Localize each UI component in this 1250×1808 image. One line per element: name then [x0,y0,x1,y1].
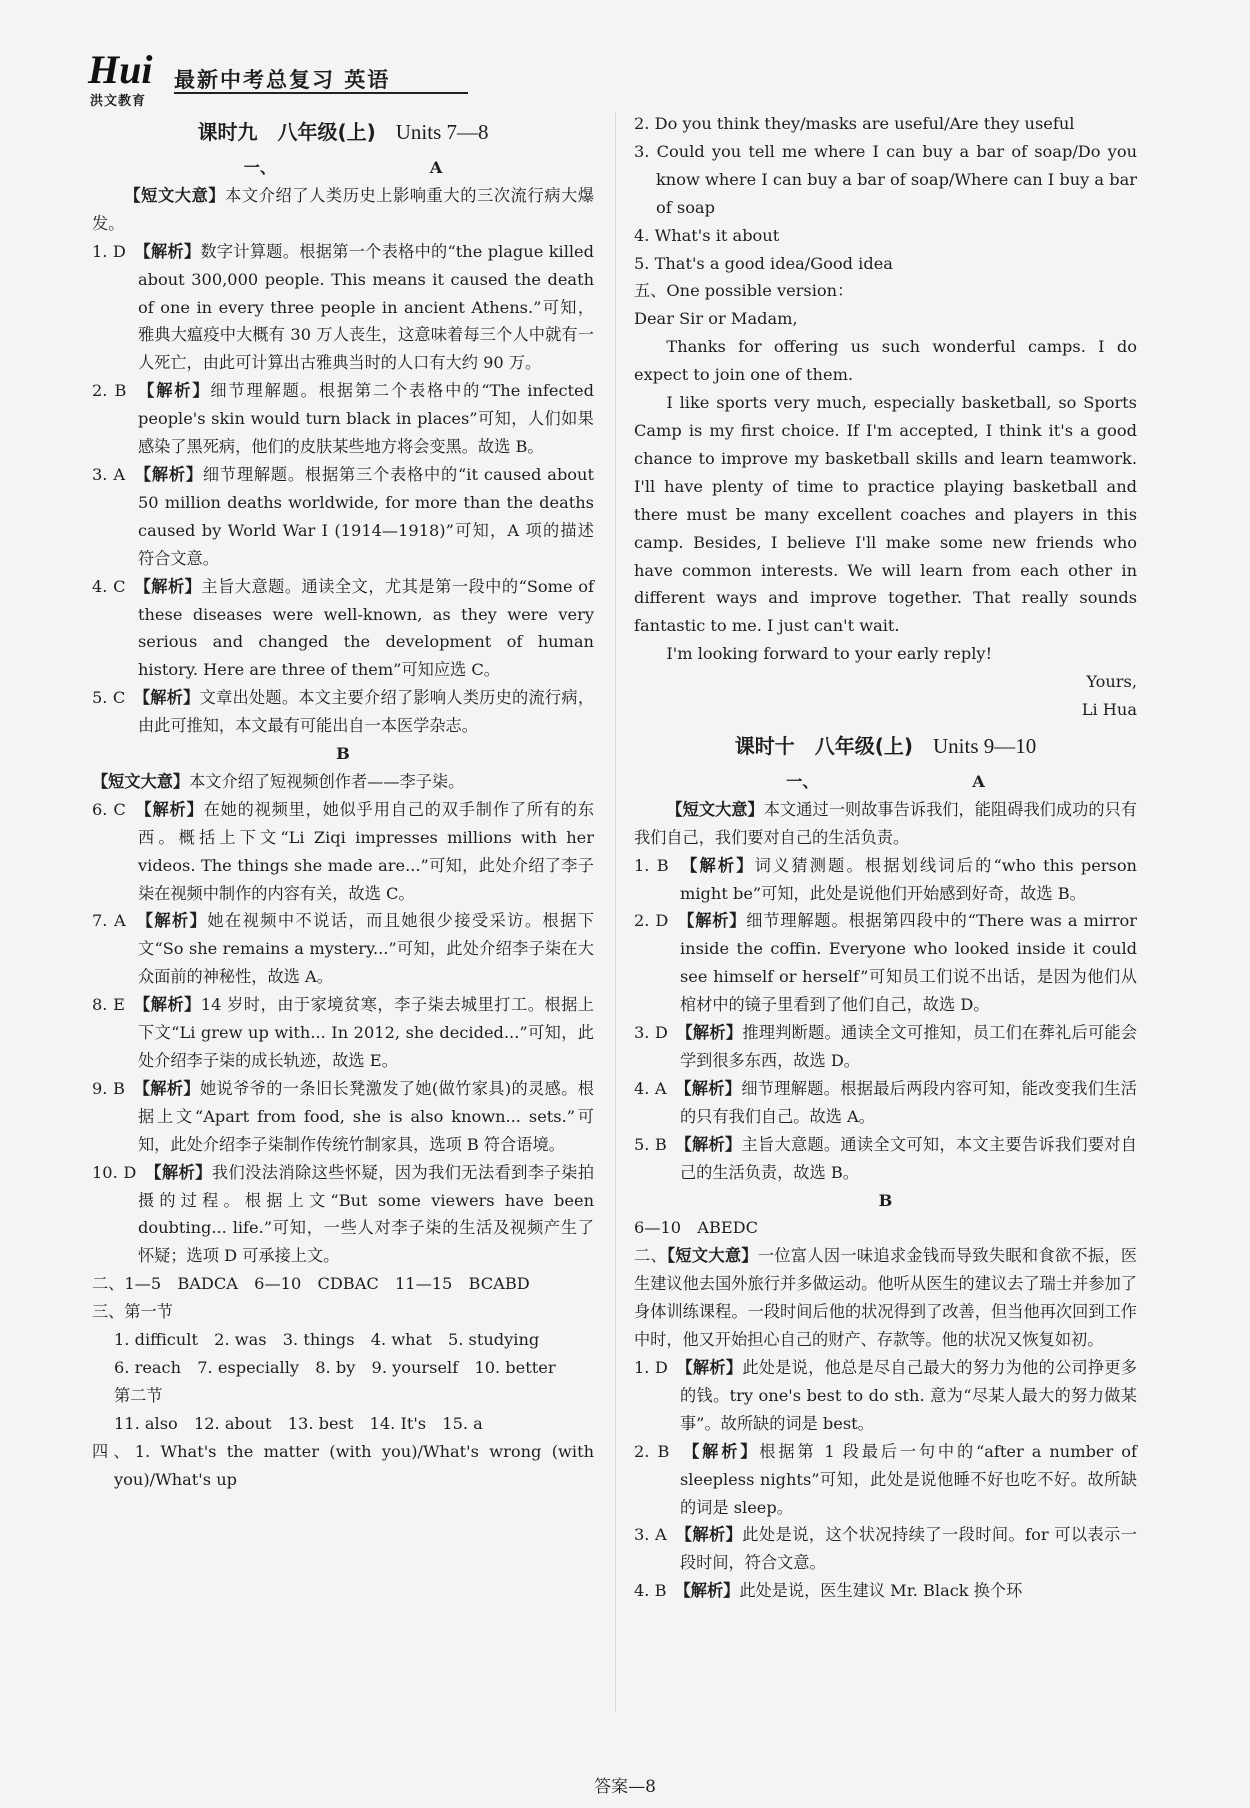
right-paragraph: Li Hua [1081,700,1137,720]
brand-logo: Hui [88,47,153,92]
right-paragraph: 3. A 【解析】此处是说，这个状况持续了一段时间。for 可以表示一段时间，符合文意。 [634,1525,1137,1573]
right-paragraph: 五、One possible version： [634,281,854,301]
right-paragraph: Yours, [1086,672,1137,692]
right-paragraph: 4. What's it about [634,225,780,245]
page-header [88,47,468,109]
left-paragraph: 10. D 【解析】我们没法消除这些怀疑，因为我们无法看到李子柒拍摄的过程。根据上文“But some viewers have been doubting... life.”可知，一些人对李子柒的生活及视频产生了怀疑；选项 D 可承接上文。 [92,1162,595,1266]
right-column [634,110,1137,1605]
right-paragraph: 6—10 ABEDC [634,1218,759,1238]
right-paragraph: 课时十 八年级(上) Units 9—10 [734,733,1037,758]
right-paragraph: I like sports very much, especially basketball, so Sports Camp is my first choice. If I'm accepted, I think it's a good chance to improve my basketball skills and learn teamwork. I'll have plenty of time to practice playing basketball and there must be many excellent coaches and players in this camp. Besides, I believe I'll make some new friends who have common interests. We will learn from each other in different ways and improve together. That really sounds fantastic to me. I just can't wait. [634,393,1137,636]
left-paragraph: 2. B 【解析】细节理解题。根据第二个表格中的“The infected people's skin would turn black in places”可知，人们如果感染了黑死病，他们的皮肤某些地方将会变黑。故选 B。 [92,381,594,457]
right-paragraph: 3. D 【解析】推理判断题。通读全文可推知，员工们在葬礼后可能会学到很多东西，故选 D。 [634,1023,1138,1070]
left-paragraph: 11. also 12. about 13. best 14. It's 15. a [114,1413,483,1433]
header-rule [174,92,468,94]
right-paragraph: 2. Do you think they/masks are useful/Are they useful [634,114,1075,133]
column-divider [615,112,616,1712]
left-paragraph: 【短文大意】本文介绍了短视频创作者——李子柒。 [92,771,465,791]
left-paragraph: 1. difficult 2. was 3. things 4. what 5. studying [114,1330,540,1350]
right-paragraph: 4. A 【解析】细节理解题。根据最后两段内容可知，能改变我们生活的只有我们自己。故选 A。 [634,1078,1137,1126]
right-paragraph: 二、【短文大意】一位富人因一味追求金钱而导致失眠和食欲不振，医生建议他去国外旅行并多做运动。他听从医生的建议去了瑞士并参加了身体训练课程。一段时间后他的状况得到了改善，但当他再次回到工作中时，他又开始担心自己的财产、存款等。他的状况又恢复如初。 [634,1246,1138,1350]
right-paragraph: 3. Could you tell me where I can buy a bar of soap/Do you know where I can buy a bar of soap/Where can I buy a bar of soap [634,141,1137,217]
right-paragraph: 一、 A [786,771,985,791]
brand-name: 洪文教育 [90,94,147,109]
right-paragraph: B [878,1190,893,1210]
right-paragraph: 5. B 【解析】主旨大意题。通读全文可知，本文主要告诉我们要对自己的生活负责，故选 B。 [634,1134,1137,1182]
right-paragraph: Dear Sir or Madam, [634,309,798,329]
left-paragraph: 4. C 【解析】主旨大意题。通读全文，尤其是第一段中的“Some of these diseases were well-known, as they were very serious and changed the development of human history. Here are three of them”可知应选 C。 [92,576,594,680]
right-paragraph: 4. B 【解析】此处是说，医生建议 Mr. Black 换个环 [634,1581,1023,1601]
book-title: 最新中考总复习 英语 [174,68,391,92]
left-paragraph: B [336,744,350,764]
left-paragraph: 7. A 【解析】她在视频中不说话，而且她很少接受采访。根据下文“So she remains a mystery...”可知，此处介绍李子柒在大众面前的神秘性，故选 A。 [92,911,595,987]
left-paragraph: 【短文大意】本文介绍了人类历史上影响重大的三次流行病大爆发。 [92,185,595,233]
left-paragraph: 8. E 【解析】14 岁时，由于家境贫寒，李子柒去城里打工。根据上下文“Li grew up with... In 2012, she decided...”可知，此处介绍李子柒的成长轨迹，故选 E。 [92,995,594,1070]
left-paragraph: 6. C 【解析】在她的视频里，她似乎用自己的双手制作了所有的东西。概括上下文“Li Ziqi impresses millions with her videos. The things she made are...”可知，此处介绍了李子柒在视频中制作的内容有关，故选 C。 [92,799,595,903]
right-paragraph: I'm looking forward to your early reply! [666,644,993,664]
right-paragraph: 2. B 【解析】根据第 1 段最后一句中的“after a number of sleepless nights”可知，此处是说他睡不好也吃不好。故所缺的词是 sleep。 [634,1441,1137,1517]
left-paragraph: 5. C 【解析】文章出处题。本文主要介绍了影响人类历史的流行病，由此可推知，本文最有可能出自一本医学杂志。 [92,688,595,736]
left-column [92,110,594,1494]
left-paragraph: 9. B 【解析】她说爷爷的一条旧长凳激发了她(做竹家具)的灵感。根据上文“Apart from food, she is also known... sets.”可知，此处介绍李子柒制作传统竹制家具，选项 B 符合语境。 [92,1078,594,1154]
left-paragraph: 1. D 【解析】数字计算题。根据第一个表格中的“the plague killed about 300,000 people. This means it caused the death of one in every three people in ancient Athens.”可知，雅典大瘟疫中大概有 30 万人丧生，这意味着每三个人中就有一人死亡，由此可计算出古雅典当时的人口有大约 90 万。 [92,241,594,373]
right-paragraph: 1. B 【解析】词义猜测题。根据划线词后的“who this person might be”可知，此处是说他们开始感到好奇，故选 B。 [634,855,1137,903]
right-paragraph: Thanks for offering us such wonderful camps. I do expect to join one of them. [634,337,1137,385]
left-paragraph: 6. reach 7. especially 8. by 9. yourself 10. better [114,1357,556,1377]
page-number: 答案—8 [594,1777,656,1797]
left-paragraph: 3. A 【解析】细节理解题。根据第三个表格中的“it caused about 50 million deaths worldwide, for more than the deaths caused by World War I (1914—1918)”可知，A 项的描述符合文意。 [92,464,594,568]
left-paragraph: 四、1. What's the matter (with you)/What's wrong (with you)/What's up [92,1441,594,1489]
right-paragraph: 1. D 【解析】此处是说，他总是尽自己最大的努力为他的公司挣更多的钱。try one's best to do sth. 意为“尽某人最大的努力做某事”。故所缺的词是 best。 [634,1357,1138,1433]
right-paragraph: 5. That's a good idea/Good idea [634,253,893,273]
left-paragraph: 三、第一节 [92,1302,173,1322]
left-paragraph: 第二节 [114,1385,163,1405]
left-paragraph: 课时九 八年级(上) Units 7—8 [197,120,489,144]
left-paragraph: 一、 A [243,158,443,177]
left-paragraph: 二、1—5 BADCA 6—10 CDBAC 11—15 BCABD [92,1274,530,1294]
right-paragraph: 【短文大意】本文通过一则故事告诉我们，能阻碍我们成功的只有我们自己，我们要对自己的生活负责。 [634,799,1138,847]
right-paragraph: 2. D 【解析】细节理解题。根据第四段中的“There was a mirror inside the coffin. Everyone who looked inside it could see himself or herself”可知员工们说不出话，是因为他们从棺材中的镜子里看到了他们自己，故选 D。 [634,911,1137,1015]
